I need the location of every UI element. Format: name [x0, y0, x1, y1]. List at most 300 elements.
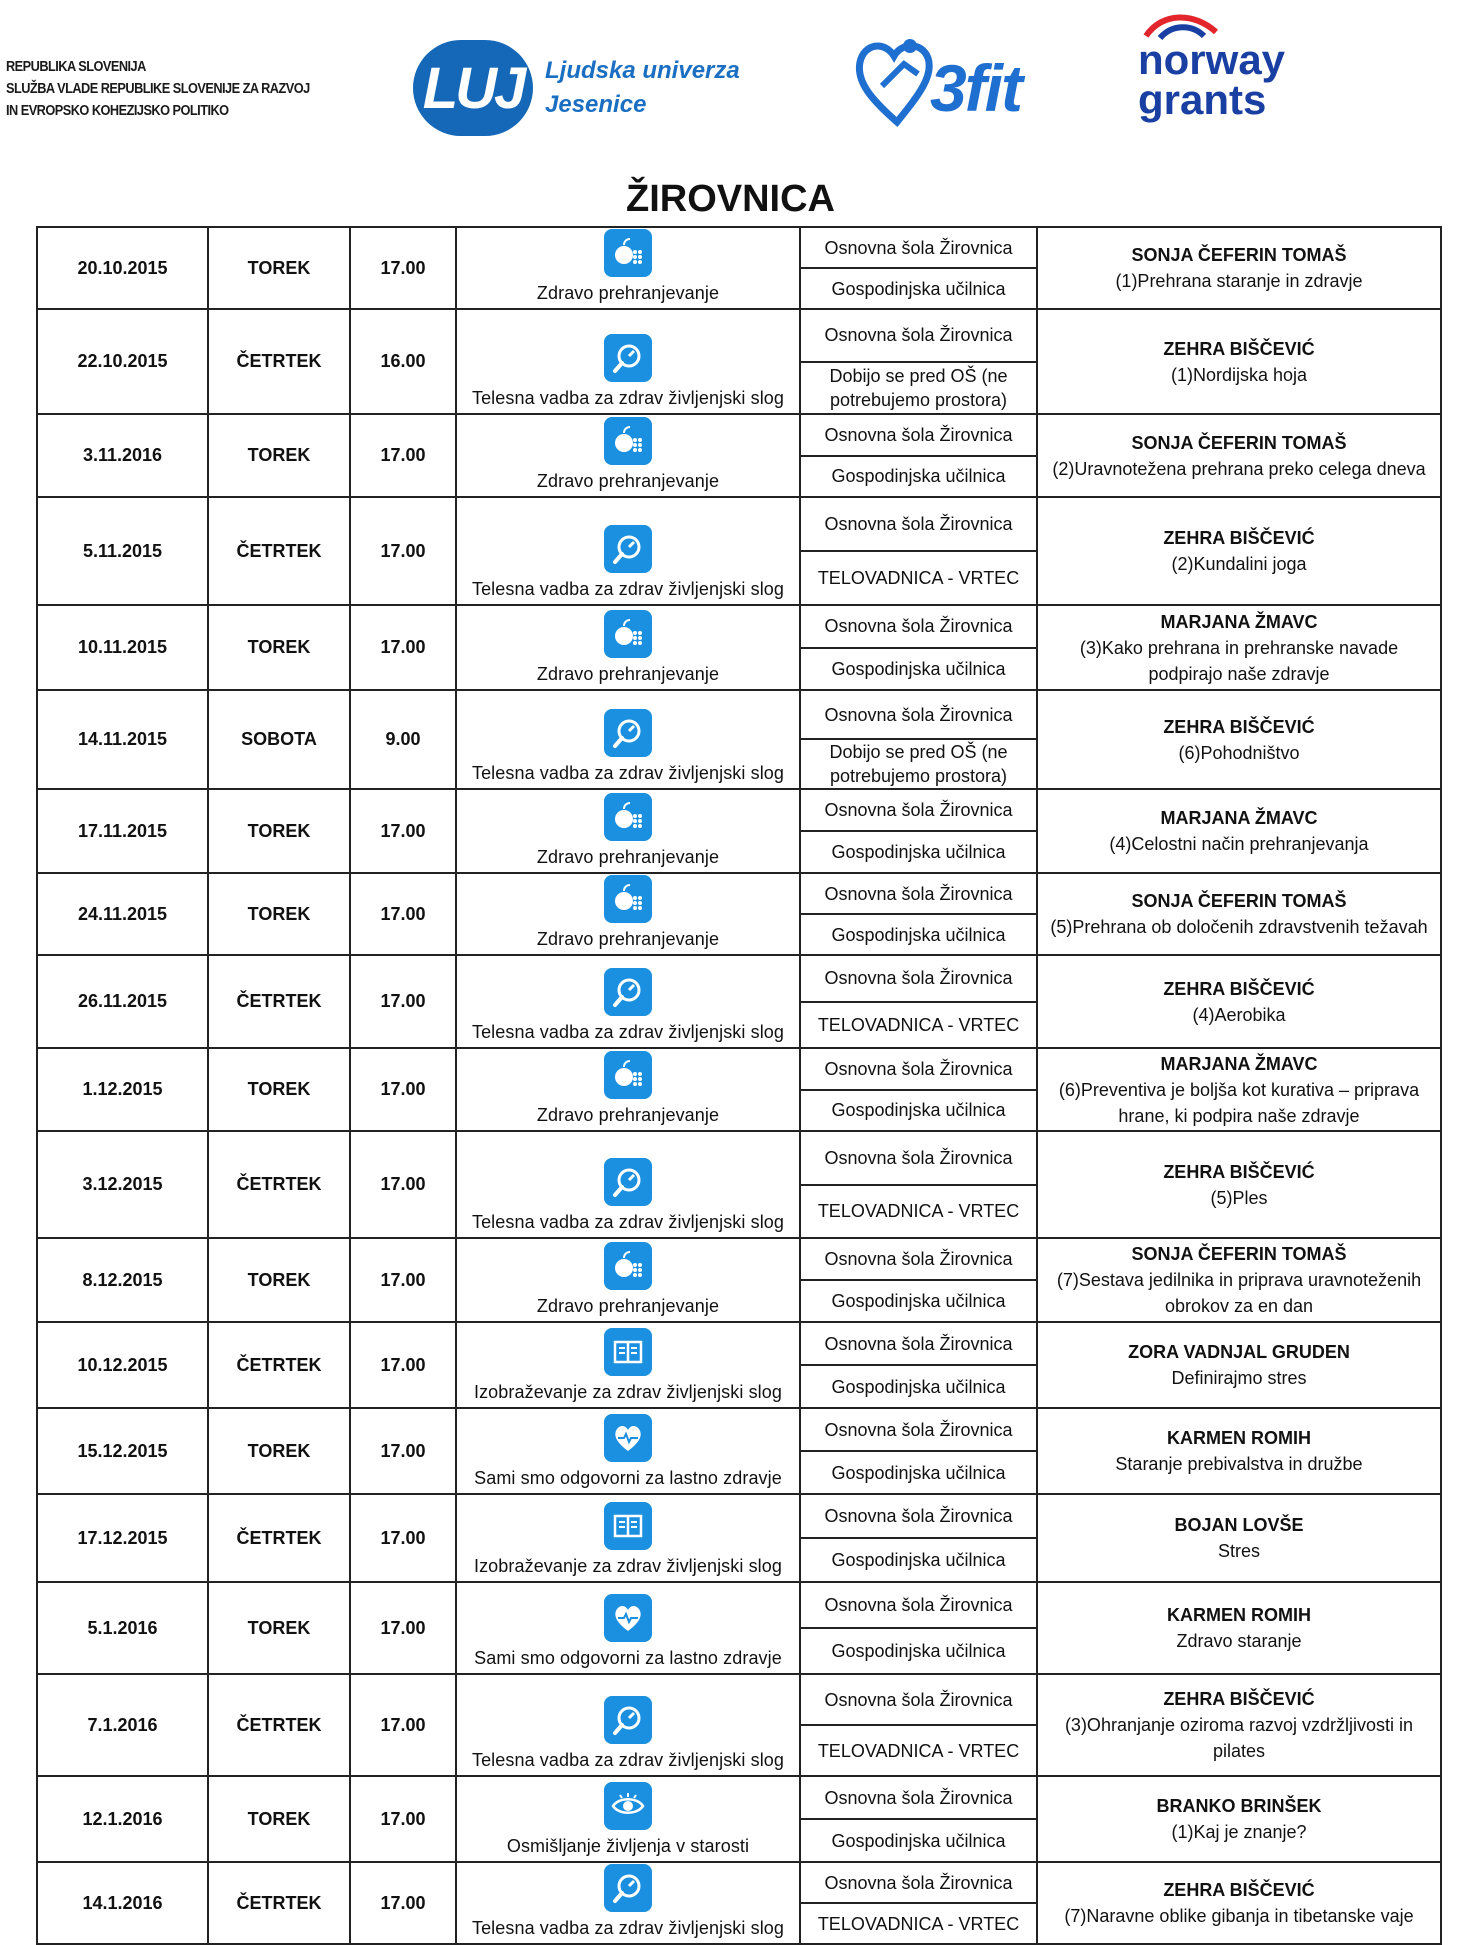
location-school: Osnovna šola Žirovnica [801, 790, 1036, 832]
date-cell [38, 956, 209, 1047]
time-cell [351, 228, 457, 308]
date-text: 24.11.2015 [77, 903, 168, 924]
table-row [38, 1675, 1442, 1777]
activity-label: Osmišljanje življenja v starosti [506, 1836, 750, 1856]
lecture-topic: (3)Ohranjanje oziroma razvoj vzdržljivosti in pilates [1064, 1715, 1414, 1761]
lecturer-cell [1038, 310, 1442, 413]
activity-cell [457, 1777, 801, 1861]
heart-icon [604, 1414, 652, 1462]
location-cell [801, 956, 1038, 1047]
apple-icon [604, 229, 652, 277]
lecturer-name: ZORA VADNJAL GRUDEN [1128, 1342, 1350, 1362]
lecture-topic: Definirajmo stres [1171, 1368, 1307, 1388]
time-cell [351, 790, 457, 872]
location-school: Osnovna šola Žirovnica [801, 956, 1036, 1003]
date-text: 26.11.2015 [77, 991, 168, 1011]
time-text: 17.00 [380, 1808, 426, 1829]
location-room: Dobijo se pred OŠ (ne potrebujemo prostora) [829, 742, 1008, 786]
time-text: 17.00 [380, 1174, 426, 1194]
location-school: Osnovna šola Žirovnica [801, 874, 1036, 915]
luj-name-line: Jesenice [545, 91, 647, 118]
activity-cell [457, 1239, 801, 1321]
lecturer-cell [1038, 1239, 1442, 1321]
time-cell [351, 1583, 457, 1673]
day-cell [209, 1777, 351, 1861]
time-cell [351, 498, 457, 604]
day-text: ČETRTEK [236, 1354, 322, 1375]
apple-icon [604, 793, 652, 841]
day-cell [209, 415, 351, 496]
lecturer-cell [1038, 1132, 1442, 1237]
stopwatch-icon [604, 525, 652, 573]
activity-cell [457, 1675, 801, 1775]
activity-cell [457, 1409, 801, 1493]
date-text: 10.12.2015 [77, 1354, 168, 1375]
activity-cell [457, 1863, 801, 1943]
lecturer-name: KARMEN ROMIH [1167, 1428, 1311, 1448]
table-row [38, 1495, 1442, 1583]
table-row [38, 1323, 1442, 1409]
book-icon [604, 1328, 652, 1376]
location-school: Osnovna šola Žirovnica [801, 1132, 1036, 1186]
location-school: Osnovna šola Žirovnica [801, 1409, 1036, 1452]
table-row [38, 1132, 1442, 1239]
location-cell [801, 1239, 1038, 1321]
location-cell [801, 1675, 1038, 1775]
time-cell [351, 1409, 457, 1493]
date-cell [38, 790, 209, 872]
day-cell [209, 1323, 351, 1407]
date-cell [38, 874, 209, 954]
lecturer-cell [1038, 1583, 1442, 1673]
time-cell [351, 1675, 457, 1775]
3fit-logo [852, 30, 1052, 140]
date-cell [38, 1409, 209, 1493]
day-text: TOREK [247, 637, 311, 657]
stopwatch-icon [604, 1696, 652, 1744]
date-cell [38, 1495, 209, 1581]
time-text: 17.00 [380, 820, 426, 841]
date-text: 14.1.2016 [82, 1892, 163, 1913]
location-school: Osnovna šola Žirovnica [801, 691, 1036, 740]
activity-label: Zdravo prehranjevanje [536, 664, 720, 684]
date-text: 22.10.2015 [77, 351, 168, 371]
apple-icon [604, 417, 652, 465]
day-cell [209, 790, 351, 872]
table-row [38, 415, 1442, 498]
date-text: 17.12.2015 [77, 1527, 168, 1548]
location-room: Gospodinjska učilnica [831, 466, 1006, 487]
time-text: 17.00 [380, 1079, 426, 1099]
time-text: 17.00 [380, 903, 426, 924]
table-row [38, 956, 1442, 1049]
location-school: Osnovna šola Žirovnica [801, 1049, 1036, 1091]
lecturer-name: BOJAN LOVŠE [1174, 1515, 1304, 1535]
book-icon [604, 1502, 652, 1550]
day-text: ČETRTEK [236, 351, 322, 371]
activity-label: Telesna vadba za zdrav življenjski slog [471, 579, 785, 599]
lecture-topic: Stres [1217, 1541, 1260, 1561]
date-text: 3.12.2015 [82, 1174, 163, 1194]
time-cell [351, 415, 457, 496]
location-room: Gospodinjska učilnica [831, 1100, 1006, 1121]
location-cell [801, 1409, 1038, 1493]
lecture-topic: (3)Kako prehrana in prehranske navade podpirajo naše zdravje [1079, 637, 1399, 684]
time-text: 17.00 [380, 637, 426, 657]
lecture-topic: (4)Aerobika [1192, 1004, 1286, 1025]
luj-name [545, 54, 740, 122]
norway-line: norway [1138, 36, 1286, 83]
heart-figure-icon [852, 30, 942, 130]
table-row [38, 1049, 1442, 1132]
location-school: Osnovna šola Žirovnica [801, 1777, 1036, 1820]
location-room: TELOVADNICA - VRTEC [817, 1913, 1020, 1934]
day-cell [209, 1863, 351, 1943]
location-cell [801, 1583, 1038, 1673]
day-cell [209, 1583, 351, 1673]
date-text: 5.1.2016 [87, 1617, 158, 1638]
lecturer-cell [1038, 956, 1442, 1047]
date-cell [38, 1239, 209, 1321]
apple-icon [604, 610, 652, 658]
table-row [38, 310, 1442, 415]
location-school: Osnovna šola Žirovnica [801, 498, 1036, 552]
location-school: Osnovna šola Žirovnica [801, 1495, 1036, 1539]
activity-label: Zdravo prehranjevanje [536, 929, 720, 949]
activity-label: Telesna vadba za zdrav življenjski slog [471, 1750, 785, 1770]
location-cell [801, 1323, 1038, 1407]
time-text: 17.00 [380, 257, 426, 278]
date-text: 5.11.2015 [82, 540, 163, 561]
lecturer-cell [1038, 1777, 1442, 1861]
location-room: Gospodinjska učilnica [831, 1830, 1006, 1851]
luj-logo [413, 40, 740, 136]
location-room: Gospodinjska učilnica [831, 1550, 1006, 1570]
day-text: TOREK [247, 1269, 311, 1290]
location-cell [801, 691, 1038, 788]
table-row [38, 691, 1442, 790]
date-text: 14.11.2015 [77, 729, 168, 749]
gov-line: IN EVROPSKO KOHEZIJSKO POLITIKO [6, 103, 229, 119]
date-cell [38, 606, 209, 689]
location-school: Osnovna šola Žirovnica [801, 1239, 1036, 1281]
activity-cell [457, 498, 801, 604]
location-cell [801, 1495, 1038, 1581]
time-text: 17.00 [380, 1892, 426, 1913]
day-text: TOREK [247, 1440, 311, 1461]
date-text: 20.10.2015 [77, 257, 168, 278]
stopwatch-icon [604, 1864, 652, 1912]
lecturer-cell [1038, 691, 1442, 788]
date-text: 1.12.2015 [82, 1079, 163, 1099]
lecturer-cell [1038, 228, 1442, 308]
day-cell [209, 228, 351, 308]
day-cell [209, 1049, 351, 1130]
lecturer-cell [1038, 1409, 1442, 1493]
day-text: ČETRTEK [236, 1892, 322, 1913]
activity-cell [457, 1132, 801, 1237]
location-cell [801, 1132, 1038, 1237]
apple-icon [604, 1051, 652, 1099]
day-text: ČETRTEK [236, 1527, 322, 1548]
lecture-topic: Staranje prebivalstva in družbe [1115, 1454, 1363, 1474]
activity-label: Izobraževanje za zdrav življenjski slog [473, 1556, 783, 1576]
lecture-topic: (6)Preventiva je boljša kot kurativa – priprava hrane, ki podpira naše zdravje [1058, 1079, 1420, 1126]
location-room: Gospodinjska učilnica [831, 842, 1006, 862]
date-text: 15.12.2015 [77, 1440, 168, 1461]
time-text: 17.00 [380, 1714, 426, 1735]
activity-label: Telesna vadba za zdrav življenjski slog [471, 1212, 785, 1232]
lecture-topic: (4)Celostni način prehranjevanja [1109, 834, 1369, 854]
location-cell [801, 228, 1038, 308]
location-school: Osnovna šola Žirovnica [801, 1675, 1036, 1726]
activity-cell [457, 1323, 801, 1407]
day-text: ČETRTEK [236, 991, 322, 1011]
lecturer-name: MARJANA ŽMAVC [1160, 611, 1318, 632]
time-text: 17.00 [380, 1269, 426, 1290]
activity-cell [457, 874, 801, 954]
page-title: ŽIROVNICA [626, 178, 835, 220]
lecture-topic: (5)Prehrana ob določenih zdravstvenih težavah [1050, 917, 1428, 937]
time-cell [351, 1495, 457, 1581]
location-room: Gospodinjska učilnica [831, 1291, 1006, 1311]
day-text: ČETRTEK [236, 1714, 322, 1735]
day-cell [209, 1409, 351, 1493]
lecturer-name: MARJANA ŽMAVC [1160, 1053, 1318, 1074]
table-row [38, 1239, 1442, 1323]
time-cell [351, 874, 457, 954]
table-row [38, 606, 1442, 691]
day-cell [209, 1495, 351, 1581]
day-cell [209, 1239, 351, 1321]
location-room: Gospodinjska učilnica [831, 658, 1006, 679]
day-text: ČETRTEK [236, 540, 322, 561]
location-room: TELOVADNICA - VRTEC [817, 568, 1020, 588]
activity-cell [457, 228, 801, 308]
time-text: 9.00 [385, 729, 421, 749]
lecturer-cell [1038, 1675, 1442, 1775]
lecturer-name: ZEHRA BIŠČEVIĆ [1163, 1880, 1315, 1900]
lecturer-cell [1038, 1863, 1442, 1943]
activity-cell [457, 310, 801, 413]
activity-cell [457, 956, 801, 1047]
location-cell [801, 1049, 1038, 1130]
location-cell [801, 1777, 1038, 1861]
activity-label: Telesna vadba za zdrav življenjski slog [471, 388, 785, 408]
activity-cell [457, 1495, 801, 1581]
time-text: 17.00 [380, 1527, 426, 1548]
table-row [38, 228, 1442, 310]
location-school: Osnovna šola Žirovnica [801, 1323, 1036, 1366]
activity-label: Zdravo prehranjevanje [536, 283, 720, 303]
time-text: 17.00 [380, 1617, 426, 1638]
norway-grants-text [1138, 36, 1286, 123]
lecture-topic: (2)Kundalini joga [1171, 554, 1307, 574]
location-room: Gospodinjska učilnica [831, 278, 1006, 299]
lecture-topic: (6)Pohodništvo [1178, 742, 1300, 763]
date-text: 8.12.2015 [82, 1269, 163, 1290]
lecturer-name: SONJA ČEFERIN TOMAŠ [1131, 245, 1347, 265]
activity-label: Zdravo prehranjevanje [536, 847, 720, 867]
lecture-topic: (1)Kaj je znanje? [1171, 1822, 1307, 1842]
date-cell [38, 415, 209, 496]
time-cell [351, 1049, 457, 1130]
day-text: SOBOTA [241, 729, 317, 749]
time-cell [351, 1863, 457, 1943]
activity-cell [457, 790, 801, 872]
activity-cell [457, 691, 801, 788]
location-cell [801, 606, 1038, 689]
time-cell [351, 691, 457, 788]
time-text: 17.00 [380, 1440, 426, 1461]
table-row [38, 790, 1442, 874]
norway-grants-logo [1130, 10, 1330, 123]
stopwatch-icon [604, 709, 652, 757]
lecturer-cell [1038, 498, 1442, 604]
gov-line: SLUŽBA VLADE REPUBLIKE SLOVENIJE ZA RAZVOJ [6, 81, 310, 97]
stopwatch-icon [604, 968, 652, 1016]
day-cell [209, 498, 351, 604]
location-school: Osnovna šola Žirovnica [801, 310, 1036, 363]
heart-icon [604, 1594, 652, 1642]
lecturer-cell [1038, 874, 1442, 954]
location-cell [801, 874, 1038, 954]
time-cell [351, 1323, 457, 1407]
location-cell [801, 790, 1038, 872]
lecturer-cell [1038, 415, 1442, 496]
day-cell [209, 1132, 351, 1237]
time-text: 17.00 [380, 540, 426, 561]
activity-cell [457, 415, 801, 496]
location-school: Osnovna šola Žirovnica [801, 415, 1036, 457]
activity-label: Sami smo odgovorni za lastno zdravje [474, 1648, 782, 1668]
table-row [38, 874, 1442, 956]
date-cell [38, 1583, 209, 1673]
lecture-topic: (5)Ples [1210, 1187, 1268, 1208]
time-text: 17.00 [380, 1354, 426, 1375]
location-cell [801, 1863, 1038, 1943]
lecturer-cell [1038, 606, 1442, 689]
day-text: TOREK [247, 1808, 311, 1829]
location-cell [801, 310, 1038, 413]
luj-name-line: Ljudska univerza [545, 57, 740, 84]
activity-cell [457, 606, 801, 689]
date-cell [38, 691, 209, 788]
lecturer-name: SONJA ČEFERIN TOMAŠ [1131, 1244, 1347, 1264]
lecturer-name: ZEHRA BIŠČEVIĆ [1163, 1161, 1315, 1182]
norway-line: grants [1138, 76, 1267, 123]
date-cell [38, 1863, 209, 1943]
lecturer-name: ZEHRA BIŠČEVIĆ [1163, 1689, 1315, 1709]
activity-label: Telesna vadba za zdrav življenjski slog [471, 1022, 785, 1042]
time-cell [351, 1132, 457, 1237]
day-text: TOREK [247, 1079, 311, 1099]
day-cell [209, 874, 351, 954]
apple-icon [604, 1242, 652, 1290]
location-school: Osnovna šola Žirovnica [801, 606, 1036, 649]
location-room: Gospodinjska učilnica [831, 1376, 1006, 1397]
day-text: TOREK [247, 257, 311, 278]
location-room: Dobijo se pred OŠ (ne potrebujemo prostora) [829, 365, 1008, 410]
activity-label: Zdravo prehranjevanje [536, 1105, 720, 1125]
date-cell [38, 1675, 209, 1775]
table-row [38, 1863, 1442, 1945]
day-text: ČETRTEK [236, 1174, 322, 1194]
time-text: 17.00 [380, 991, 426, 1011]
lecturer-name: BRANKO BRINŠEK [1156, 1796, 1322, 1816]
lecture-topic: (7)Naravne oblike gibanja in tibetanske vaje [1064, 1906, 1414, 1926]
lecturer-name: KARMEN ROMIH [1167, 1605, 1311, 1625]
lecturer-cell [1038, 1323, 1442, 1407]
location-room: TELOVADNICA - VRTEC [817, 1201, 1020, 1222]
date-cell [38, 1323, 209, 1407]
activity-label: Sami smo odgovorni za lastno zdravje [474, 1468, 782, 1488]
location-room: TELOVADNICA - VRTEC [817, 1014, 1020, 1035]
government-office-text [6, 56, 310, 122]
day-text: TOREK [247, 1617, 311, 1638]
lecturer-name: ZEHRA BIŠČEVIĆ [1163, 716, 1315, 737]
table-row [38, 1777, 1442, 1863]
lecture-topic: Zdravo staranje [1176, 1631, 1302, 1651]
day-cell [209, 691, 351, 788]
date-text: 3.11.2016 [82, 445, 163, 465]
location-cell [801, 415, 1038, 496]
table-row [38, 498, 1442, 606]
location-room: TELOVADNICA - VRTEC [817, 1740, 1020, 1761]
table-row [38, 1409, 1442, 1495]
day-cell [209, 956, 351, 1047]
lecturer-cell [1038, 790, 1442, 872]
time-cell [351, 310, 457, 413]
activity-cell [457, 1583, 801, 1673]
date-text: 7.1.2016 [87, 1714, 158, 1735]
lecturer-name: ZEHRA BIŠČEVIĆ [1163, 978, 1315, 999]
lecturer-name: SONJA ČEFERIN TOMAŠ [1131, 432, 1347, 453]
location-room: Gospodinjska učilnica [831, 924, 1006, 945]
location-school: Osnovna šola Žirovnica [801, 228, 1036, 269]
activity-label: Izobraževanje za zdrav življenjski slog [473, 1382, 783, 1402]
activity-label: Zdravo prehranjevanje [536, 471, 720, 491]
lecture-topic: (7)Sestava jedilnika in priprava uravnoteženih obrokov za en dan [1056, 1270, 1422, 1316]
date-text: 10.11.2015 [77, 637, 168, 657]
apple-icon [604, 875, 652, 923]
stopwatch-icon [604, 1158, 652, 1206]
time-cell [351, 1239, 457, 1321]
luj-badge: LUJ [413, 40, 533, 136]
location-cell [801, 498, 1038, 604]
day-cell [209, 1675, 351, 1775]
date-text: 17.11.2015 [77, 820, 168, 841]
lecture-topic: (1)Nordijska hoja [1170, 364, 1308, 385]
activity-cell [457, 1049, 801, 1130]
date-cell [38, 228, 209, 308]
date-cell [38, 1132, 209, 1237]
gov-line: REPUBLIKA SLOVENIJA [6, 59, 146, 75]
lecture-topic: (1)Prehrana staranje in zdravje [1115, 271, 1363, 291]
lecturer-name: SONJA ČEFERIN TOMAŠ [1131, 891, 1347, 911]
activity-label: Telesna vadba za zdrav življenjski slog [471, 763, 785, 783]
3fit-text: 3fit [930, 51, 1021, 125]
location-room: Gospodinjska učilnica [831, 1462, 1006, 1483]
lecturer-name: MARJANA ŽMAVC [1160, 808, 1318, 828]
activity-label: Telesna vadba za zdrav življenjski slog [471, 1918, 785, 1938]
stopwatch-icon [604, 334, 652, 382]
time-cell [351, 1777, 457, 1861]
lecturer-cell [1038, 1049, 1442, 1130]
location-school: Osnovna šola Žirovnica [801, 1583, 1036, 1629]
table-row [38, 1583, 1442, 1675]
date-cell [38, 498, 209, 604]
